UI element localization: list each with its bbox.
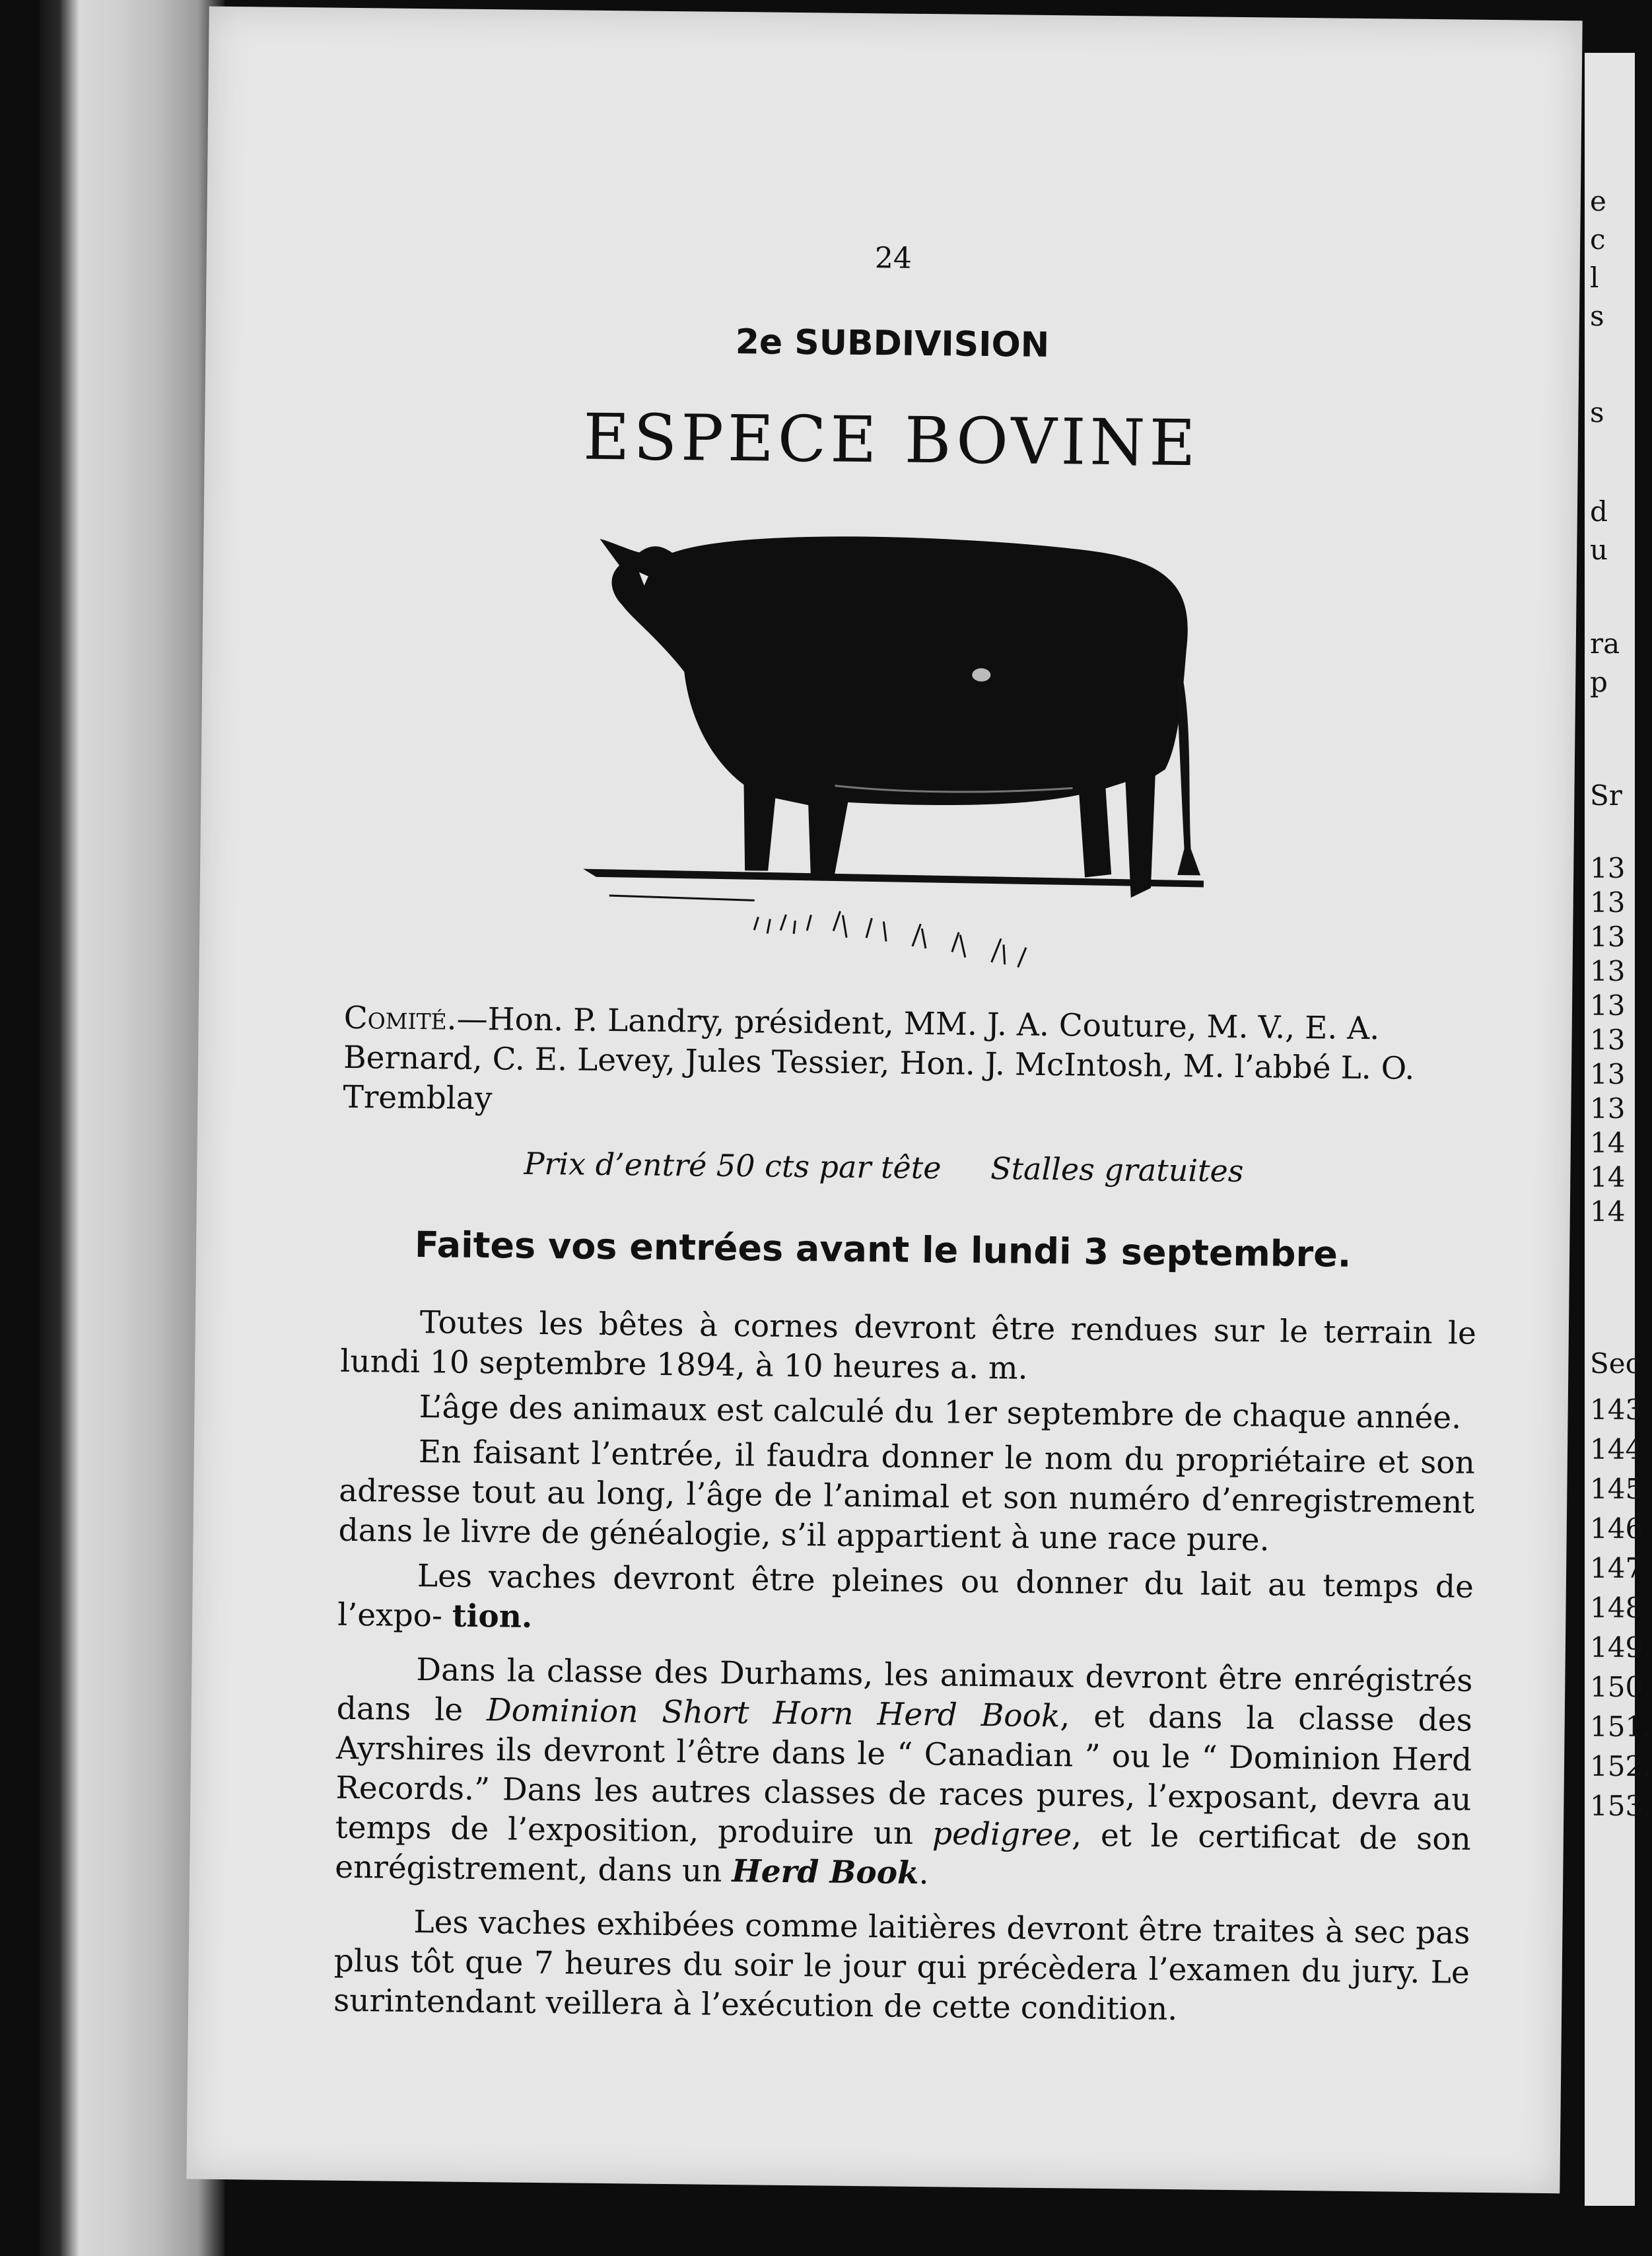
adjacent-fragment: ra bbox=[1590, 627, 1620, 660]
adjacent-fragment: 13 bbox=[1590, 989, 1626, 1022]
adjacent-fragment: 14 bbox=[1590, 1127, 1626, 1159]
deadline-notice: Faites vos entrées avant le lundi 3 septembre. bbox=[414, 1223, 1352, 1275]
adjacent-fragment: 152. bbox=[1590, 1750, 1652, 1782]
page-number: 24 bbox=[874, 241, 912, 275]
cow-illustration bbox=[555, 472, 1222, 1020]
adjacent-fragment: 13 bbox=[1590, 921, 1626, 953]
rule-text: . bbox=[918, 1855, 929, 1892]
entry-fee: Prix d’entré 50 cts par tête bbox=[524, 1145, 942, 1186]
rule-text-bold: tion. bbox=[452, 1598, 533, 1635]
adjacent-fragment: 14 bbox=[1590, 1161, 1626, 1193]
rule-text: , et le certificat de son enrégistrement, dans un bbox=[335, 1817, 1472, 1890]
adjacent-fragment: 13 bbox=[1590, 886, 1626, 919]
rule-paragraph: Les vaches exhibées comme laitières devront être traites à sec pas plus tôt que 7 heures du soir le jour qui précèdera l’examen du jury. Le surintendant veillera à l’exécution de cette condition. bbox=[333, 1904, 1470, 2028]
herd-book-title: Dominion Short Horn Herd Book bbox=[486, 1692, 1060, 1735]
adjacent-fragment: 13 bbox=[1590, 955, 1626, 987]
adjacent-fragment: e bbox=[1590, 185, 1606, 217]
rule-paragraph: L’âge des animaux est calculé du 1er septembre de chaque année. bbox=[419, 1389, 1462, 1436]
adjacent-fragment: Sr bbox=[1590, 779, 1622, 812]
adjacent-fragment: 153. bbox=[1590, 1790, 1652, 1822]
subdivision-heading: 2e SUBDIVISION bbox=[735, 322, 1050, 365]
adjacent-fragment: 148 bbox=[1590, 1592, 1643, 1624]
adjacent-fragment: 13 bbox=[1590, 1058, 1626, 1090]
adjacent-fragment: 150. bbox=[1590, 1671, 1652, 1703]
rule-text: , et dans la classe des Ayrshires ils devront l’être dans le “ Canadian ” ou le “ Dominion Herd Records.” Dans les autres classes de races pures, l’exposant, devra au temps de l’exposition, produire un bbox=[335, 1698, 1473, 1852]
document-page bbox=[186, 7, 1582, 2194]
adjacent-fragment: 149. bbox=[1590, 1631, 1652, 1664]
adjacent-fragment: c bbox=[1590, 223, 1606, 256]
rule-text: Dans la classe des Durhams, les animaux devront être enrégistrés dans le bbox=[336, 1652, 1473, 1729]
rule-paragraph: En faisant l’entrée, il faudra donner le nom du propriétaire et son adresse tout au long, l’âge de l’animal et son numéro d’enregistrement dans le livre de généalogie, s’il appartient à une race pure. bbox=[338, 1434, 1476, 1559]
committee-members: —Hon. P. Landry, président, MM. J. A. Couture, M. V., E. A. Bernard, C. E. Levey, Jules Tessier, Hon. J. McIntosh, M. l’abbé L. O. Tremblay bbox=[343, 1001, 1415, 1117]
adjacent-page-edge bbox=[1585, 53, 1652, 2206]
committee-label: Comité. bbox=[343, 999, 457, 1038]
adjacent-fragment: s bbox=[1590, 396, 1604, 429]
adjacent-fragment: 13 bbox=[1590, 1024, 1626, 1056]
page-title: ESPECE BOVINE bbox=[582, 400, 1200, 481]
rule-paragraph bbox=[337, 1556, 1474, 1647]
adjacent-fragment: s bbox=[1590, 300, 1604, 332]
adjacent-fragment: 146 bbox=[1590, 1512, 1643, 1545]
committee-paragraph bbox=[343, 999, 1480, 1129]
entry-prices bbox=[197, 1143, 1570, 1193]
adjacent-fragment: 151. bbox=[1590, 1710, 1652, 1743]
rules-body bbox=[333, 1302, 1476, 2038]
pedigree-term: pedigree bbox=[932, 1815, 1072, 1854]
rule-paragraph: Toutes les bêtes à cornes devront être rendues sur le terrain le lundi 10 septembre 1894, à 10 heures a. m. bbox=[340, 1304, 1477, 1387]
rule-paragraph bbox=[335, 1650, 1473, 1899]
adjacent-fragment: 145 bbox=[1590, 1473, 1643, 1505]
adjacent-fragment: 147 bbox=[1590, 1552, 1643, 1584]
herd-book-term: Herd Book bbox=[732, 1853, 919, 1892]
adjacent-fragment: 144 bbox=[1590, 1433, 1643, 1465]
adjacent-fragment: u bbox=[1590, 534, 1608, 566]
rule-text: Les vaches devront être pleines ou donner du lait au temps de l’expo- bbox=[337, 1558, 1474, 1635]
adjacent-fragment: 13 bbox=[1590, 852, 1626, 884]
adjacent-fragment: 143 bbox=[1590, 1393, 1643, 1426]
adjacent-fragment: 13 bbox=[1590, 1092, 1626, 1125]
adjacent-fragment: 14 bbox=[1590, 1195, 1626, 1228]
adjacent-fragment: d bbox=[1590, 495, 1608, 528]
stalls-note: Stalles gratuites bbox=[990, 1150, 1244, 1189]
adjacent-fragment: p bbox=[1590, 666, 1608, 698]
adjacent-fragment: Sec bbox=[1590, 1347, 1641, 1380]
adjacent-fragment: l bbox=[1590, 262, 1599, 294]
